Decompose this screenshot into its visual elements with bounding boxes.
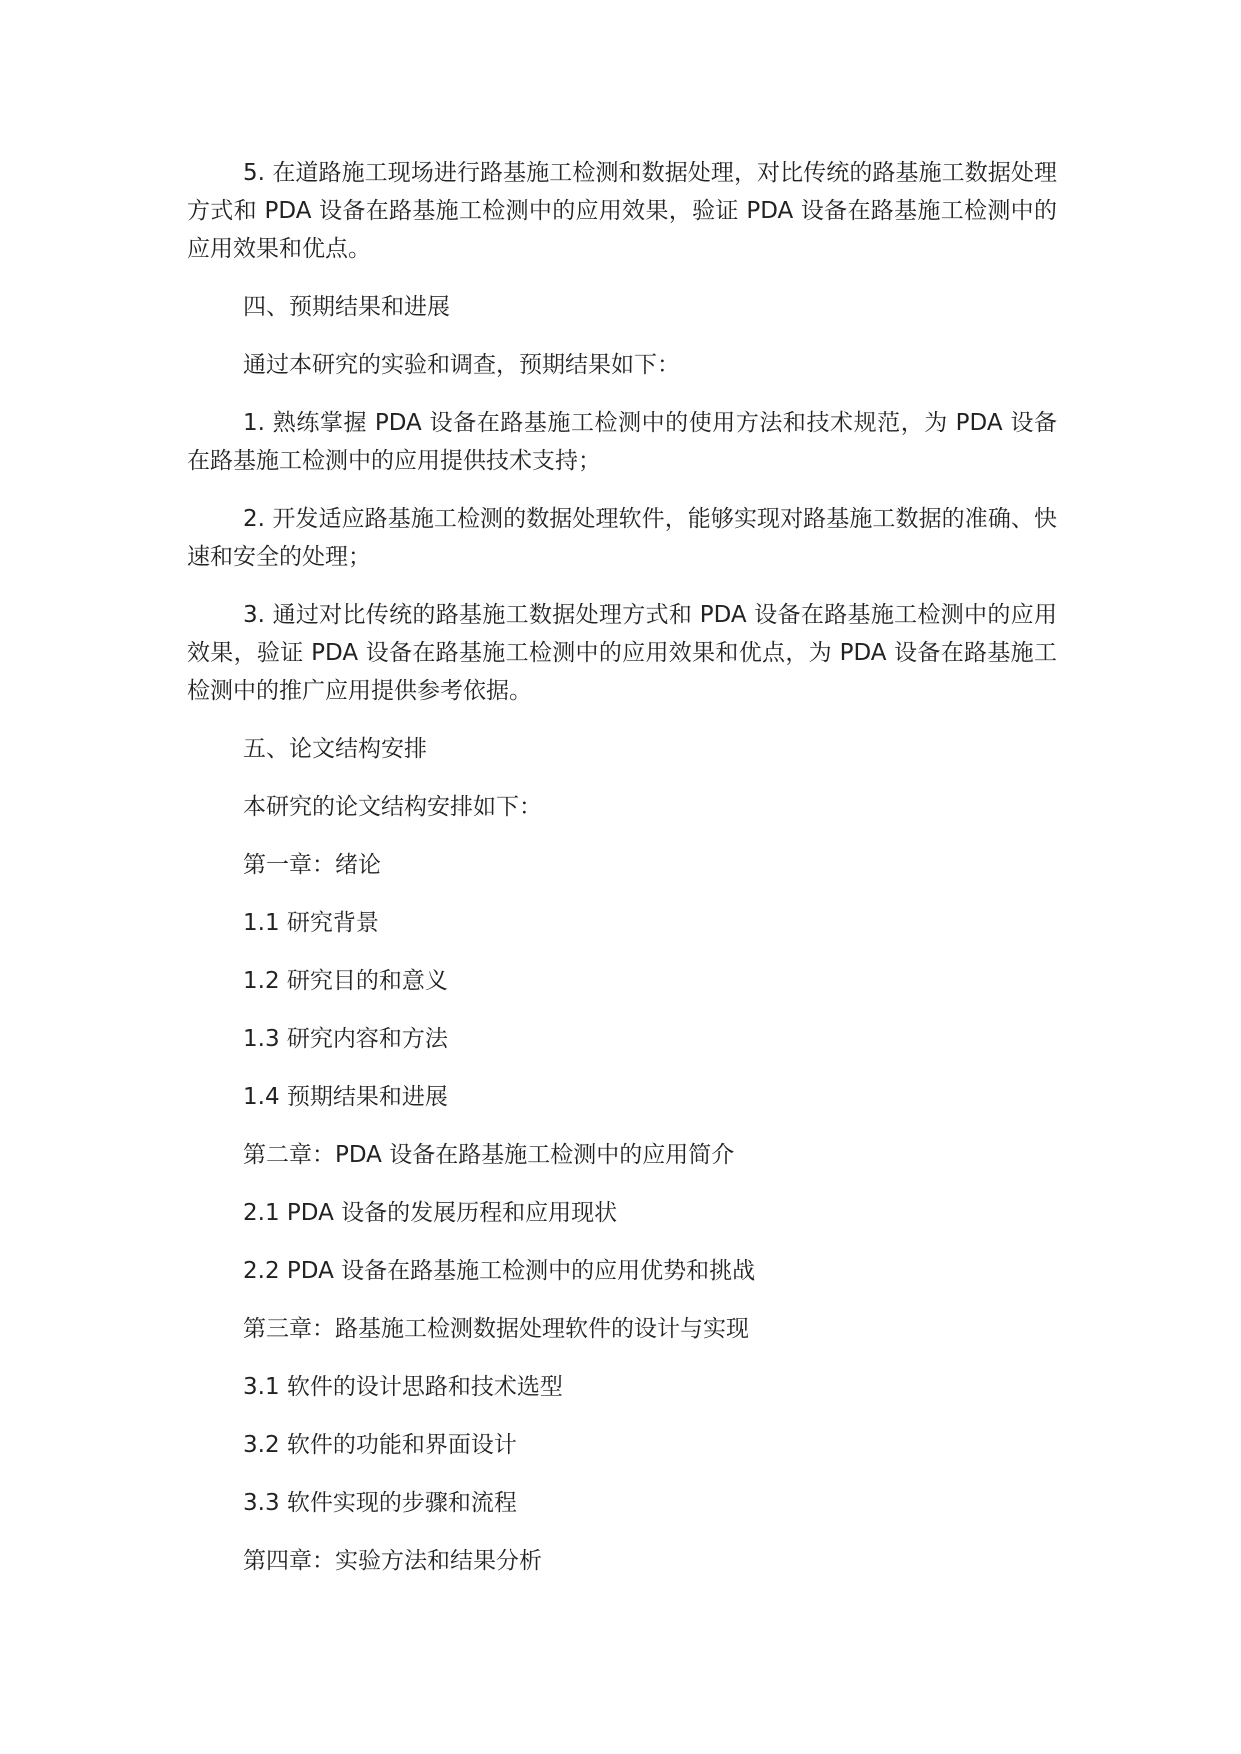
chapter-2-heading: 第二章：PDA 设备在路基施工检测中的应用简介 bbox=[243, 1142, 735, 1168]
outline-item-3-2: 3.2 软件的功能和界面设计 bbox=[243, 1432, 517, 1458]
outline-item-1-4: 1.4 预期结果和进展 bbox=[243, 1084, 448, 1110]
outline-item-3-1: 3.1 软件的设计思路和技术选型 bbox=[243, 1374, 563, 1400]
outline-item-2-2: 2.2 PDA 设备在路基施工检测中的应用优势和挑战 bbox=[243, 1258, 756, 1284]
outline-item-1-3: 1.3 研究内容和方法 bbox=[243, 1026, 448, 1052]
paragraph-result-1: 1. 熟练掌握 PDA 设备在路基施工检测中的使用方法和技术规范，为 PDA 设备在路基施工检测中的应用提供技术支持； bbox=[187, 410, 1057, 474]
outline-item-1-2: 1.2 研究目的和意义 bbox=[243, 968, 448, 994]
paragraph-step-5: 5. 在道路施工现场进行路基施工检测和数据处理，对比传统的路基施工数据处理方式和 PDA 设备在路基施工检测中的应用效果，验证 PDA 设备在路基施工检测中的应用效果和优点。 bbox=[187, 160, 1057, 262]
chapter-4-heading: 第四章：实验方法和结果分析 bbox=[243, 1548, 542, 1574]
outline-item-3-3: 3.3 软件实现的步骤和流程 bbox=[243, 1490, 517, 1516]
paragraph-intro-results: 通过本研究的实验和调查，预期结果如下： bbox=[243, 352, 680, 378]
paragraph-result-3: 3. 通过对比传统的路基施工数据处理方式和 PDA 设备在路基施工检测中的应用效果，验证 PDA 设备在路基施工检测中的应用效果和优点，为 PDA 设备在路基施工检测中的推广应用提供参考依据。 bbox=[187, 602, 1057, 704]
paragraph-result-2: 2. 开发适应路基施工检测的数据处理软件，能够实现对路基施工数据的准确、快速和安全的处理； bbox=[187, 506, 1057, 570]
paragraph-structure-intro: 本研究的论文结构安排如下： bbox=[243, 794, 542, 820]
section-heading-structure: 五、论文结构安排 bbox=[243, 736, 427, 762]
outline-item-1-1: 1.1 研究背景 bbox=[243, 910, 379, 936]
chapter-3-heading: 第三章：路基施工检测数据处理软件的设计与实现 bbox=[243, 1316, 749, 1342]
outline-item-2-1: 2.1 PDA 设备的发展历程和应用现状 bbox=[243, 1200, 618, 1226]
document-body bbox=[187, 154, 1057, 1600]
section-heading-expected-results: 四、预期结果和进展 bbox=[243, 294, 450, 320]
chapter-1-heading: 第一章：绪论 bbox=[243, 852, 381, 878]
